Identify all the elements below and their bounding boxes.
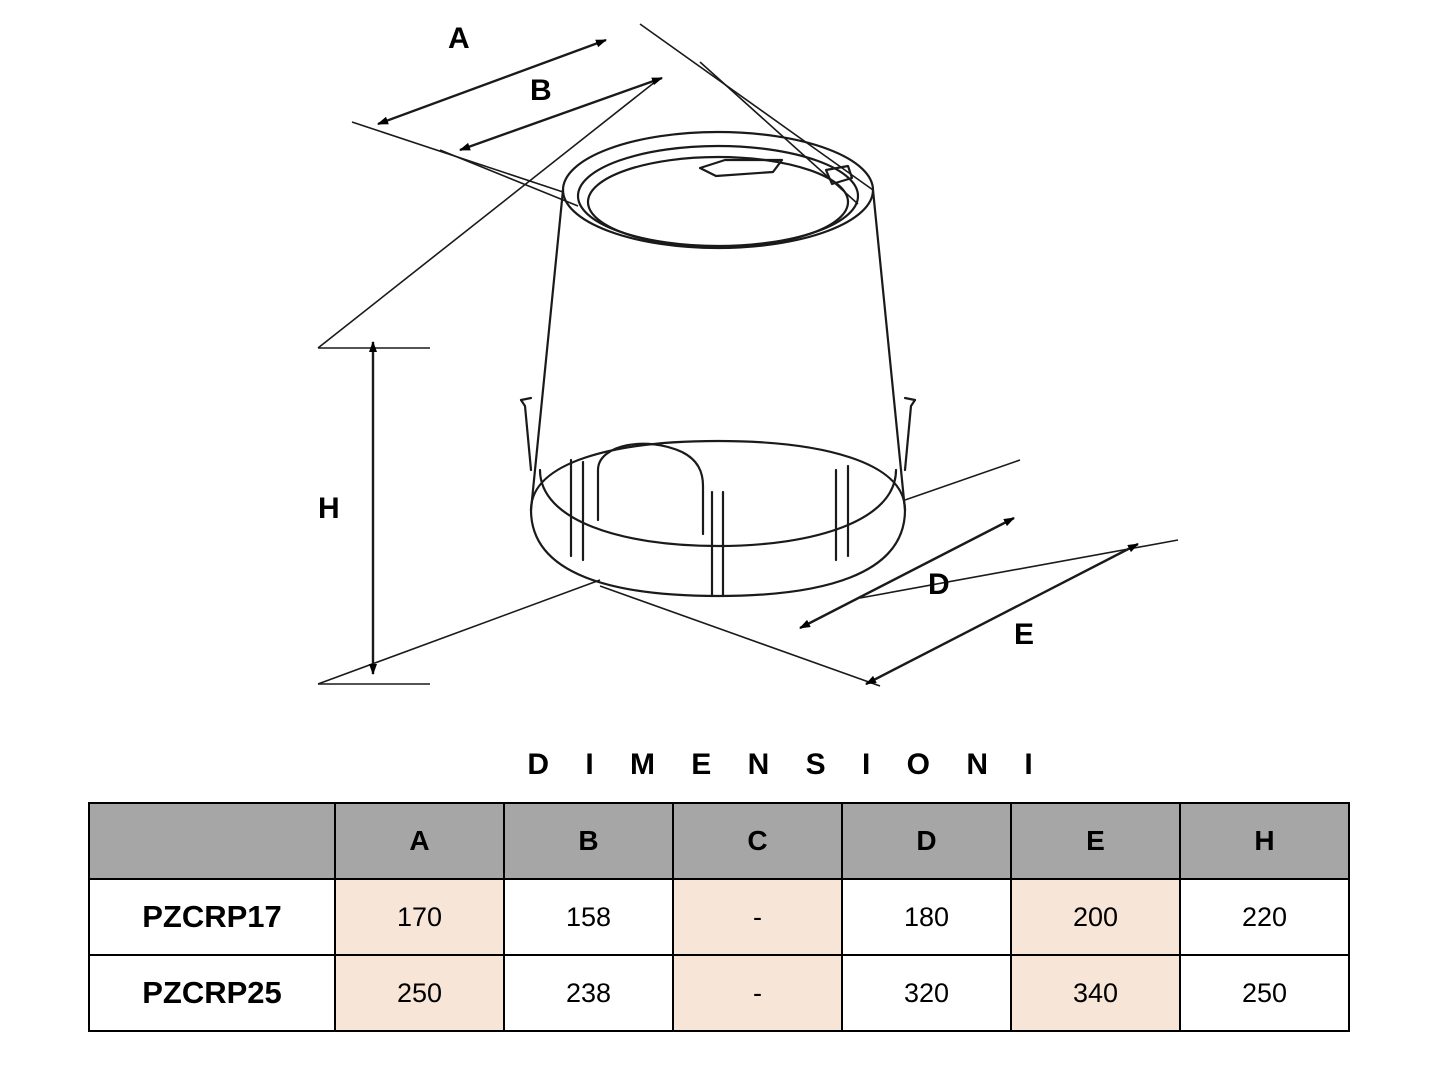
cell-pzcrp17-b: 158 (504, 879, 673, 955)
dimension-label-e: E (1014, 618, 1035, 651)
table-corner-cell (89, 803, 335, 879)
dimension-label-a: A (448, 22, 471, 55)
table-row (89, 879, 1349, 955)
column-header-b: B (504, 803, 673, 879)
column-header-d: D (842, 803, 1011, 879)
dimension-label-b: B (530, 74, 553, 107)
row-model-pzcrp17: PZCRP17 (89, 879, 335, 955)
dimension-lines (318, 24, 1178, 686)
dimensions-section (0, 748, 1454, 1032)
cell-pzcrp25-b: 238 (504, 955, 673, 1031)
table-body (89, 879, 1349, 1031)
column-header-e: E (1011, 803, 1180, 879)
table-header-row (89, 803, 1349, 879)
dimension-label-d: D (928, 568, 951, 601)
row-model-pzcrp25: PZCRP25 (89, 955, 335, 1031)
dimensions-table (88, 802, 1350, 1032)
cell-pzcrp25-e: 340 (1011, 955, 1180, 1031)
dimension-label-h: H (318, 492, 341, 525)
cell-pzcrp17-e: 200 (1011, 879, 1180, 955)
column-header-a: A (335, 803, 504, 879)
table-row (89, 955, 1349, 1031)
dimension-arrows (373, 40, 1138, 684)
column-header-c: C (673, 803, 842, 879)
cell-pzcrp17-a: 170 (335, 879, 504, 955)
cell-pzcrp17-d: 180 (842, 879, 1011, 955)
cell-pzcrp25-a: 250 (335, 955, 504, 1031)
cell-pzcrp17-h: 220 (1180, 879, 1349, 955)
dimensions-title: D I M E N S I O N I (527, 748, 1047, 781)
cell-pzcrp17-c: - (673, 879, 842, 955)
cell-pzcrp25-c: - (673, 955, 842, 1031)
table-header (89, 803, 1349, 879)
column-header-h: H (1180, 803, 1349, 879)
cell-pzcrp25-d: 320 (842, 955, 1011, 1031)
cell-pzcrp25-h: 250 (1180, 955, 1349, 1031)
